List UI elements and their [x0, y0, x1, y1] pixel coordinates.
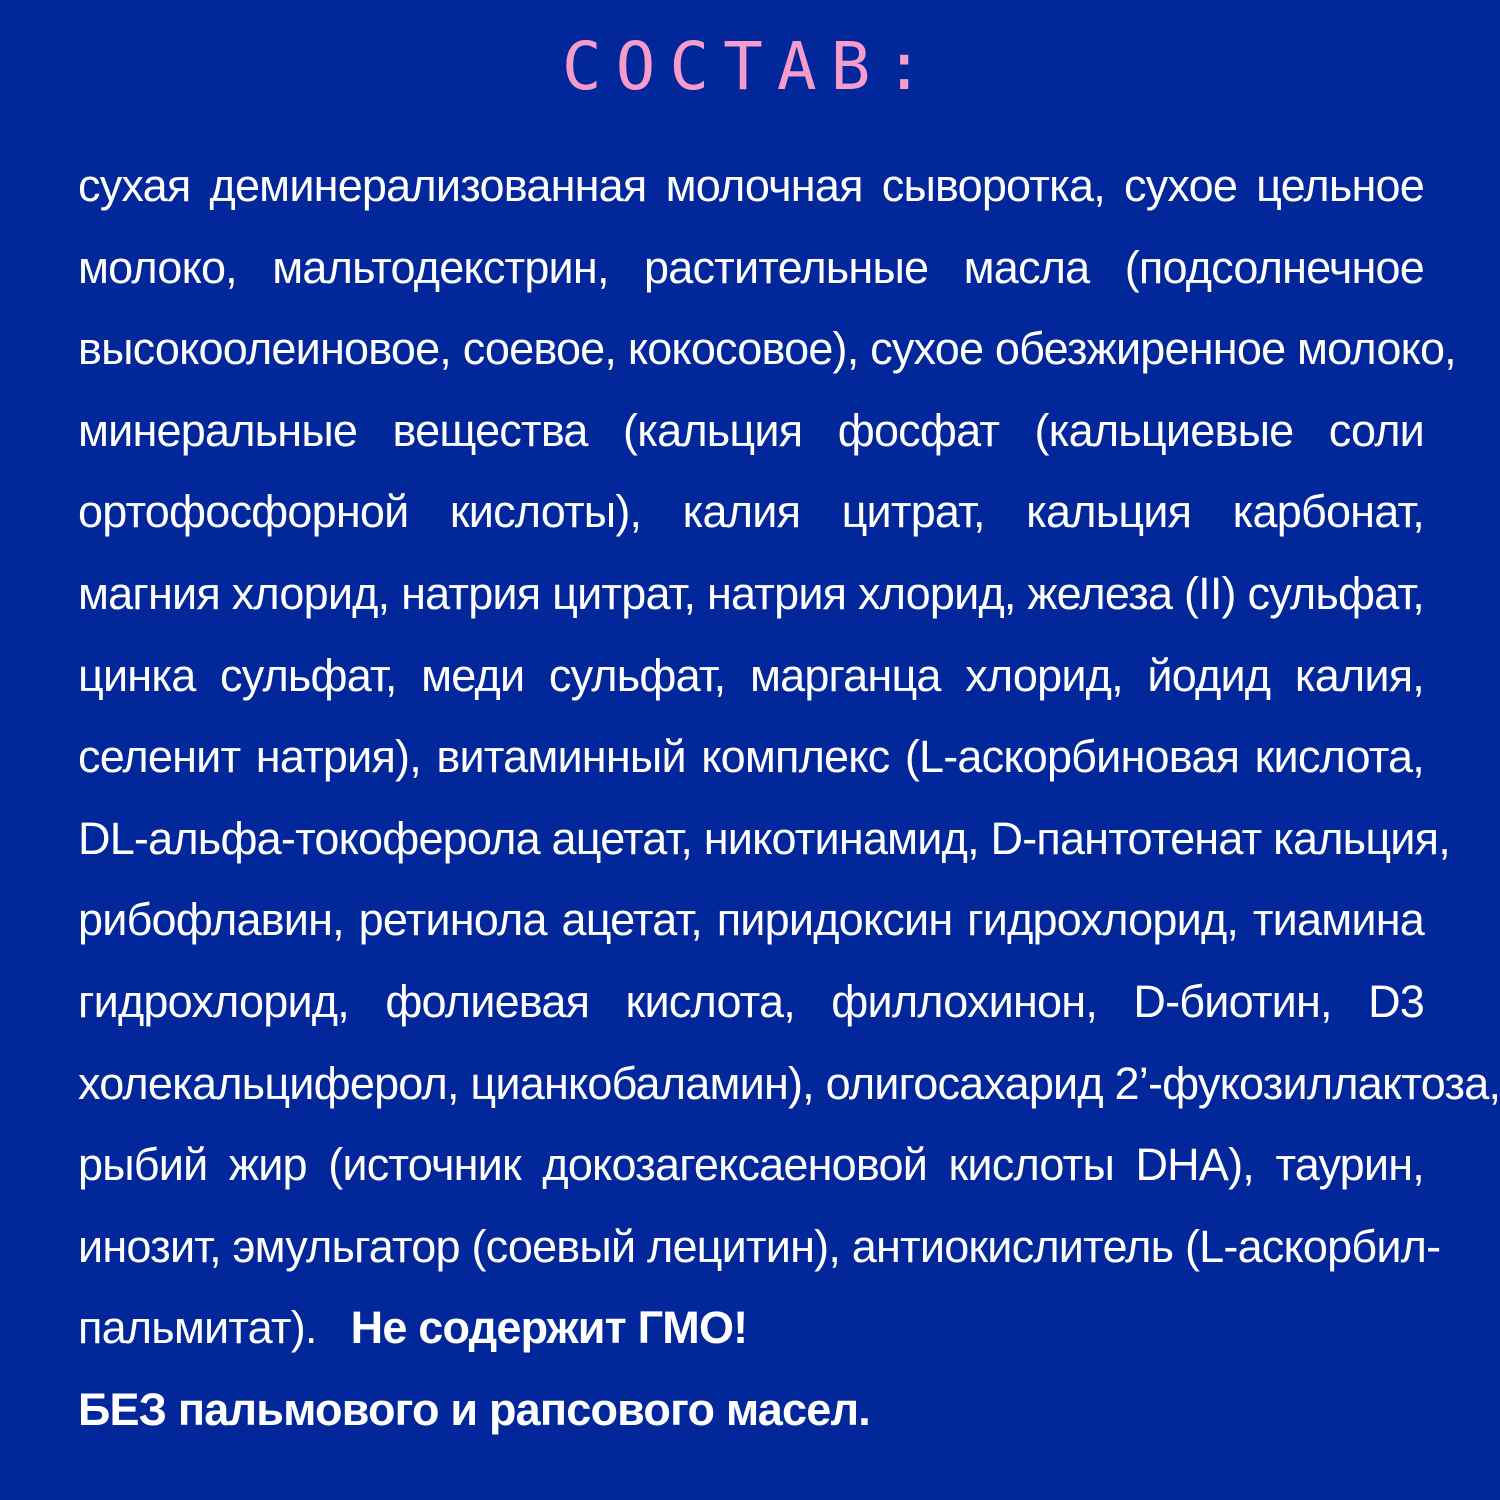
composition-line: рыбий жир (источник докозагексаеновой кислоты DHA), таурин, [78, 1139, 1424, 1191]
composition-line: магния хлорид, натрия цитрат, натрия хлорид, железа (II) сульфат, [78, 567, 1424, 619]
composition-line: селенит натрия), витаминный комплекс (L-аскорбиновая кислота, [78, 731, 1424, 783]
composition-line: минеральные вещества (кальция фосфат (кальциевые соли [78, 404, 1424, 456]
no-palm-rapeseed-statement: БЕЗ пальмового и рапсового масел. [78, 1383, 870, 1435]
composition-line: гидрохлорид, фолиевая кислота, филлохинон, D-биотин, D3 [78, 975, 1424, 1027]
composition-line: цинка сульфат, меди сульфат, марганца хлорид, йодид калия, [78, 649, 1424, 701]
no-gmo-statement: Не содержит ГМО! [350, 1302, 748, 1354]
composition-end-text: пальмитат). [78, 1302, 317, 1354]
composition-line: высокоолеиновое, соевое, кокосовое), сухое обезжиренное молоко, [78, 323, 1456, 375]
composition-line: DL-альфа-токоферола ацетат, никотинамид, D-пантотенат кальция, [78, 812, 1450, 864]
composition-line: рибофлавин, ретинола ацетат, пиридоксин гидрохлорид, тиамина [78, 894, 1424, 946]
composition-text [78, 150, 1500, 1456]
composition-line: молоко, мальтодекстрин, растительные масла (подсолнечное [78, 241, 1424, 293]
composition-line: холекальциферол, цианкобаламин), олигосахарид 2’-фукозиллактоза, [78, 1057, 1500, 1109]
composition-line: инозит, эмульгатор (соевый лецитин), антиокислитель (L-аскорбил- [78, 1220, 1441, 1272]
composition-title: СОСТАВ: [561, 28, 939, 105]
composition-line: ортофосфорной кислоты), калия цитрат, кальция карбонат, [78, 486, 1424, 538]
composition-final-line [78, 1292, 1424, 1374]
composition-line: сухая деминерализованная молочная сыворотка, сухое цельное [78, 160, 1424, 211]
